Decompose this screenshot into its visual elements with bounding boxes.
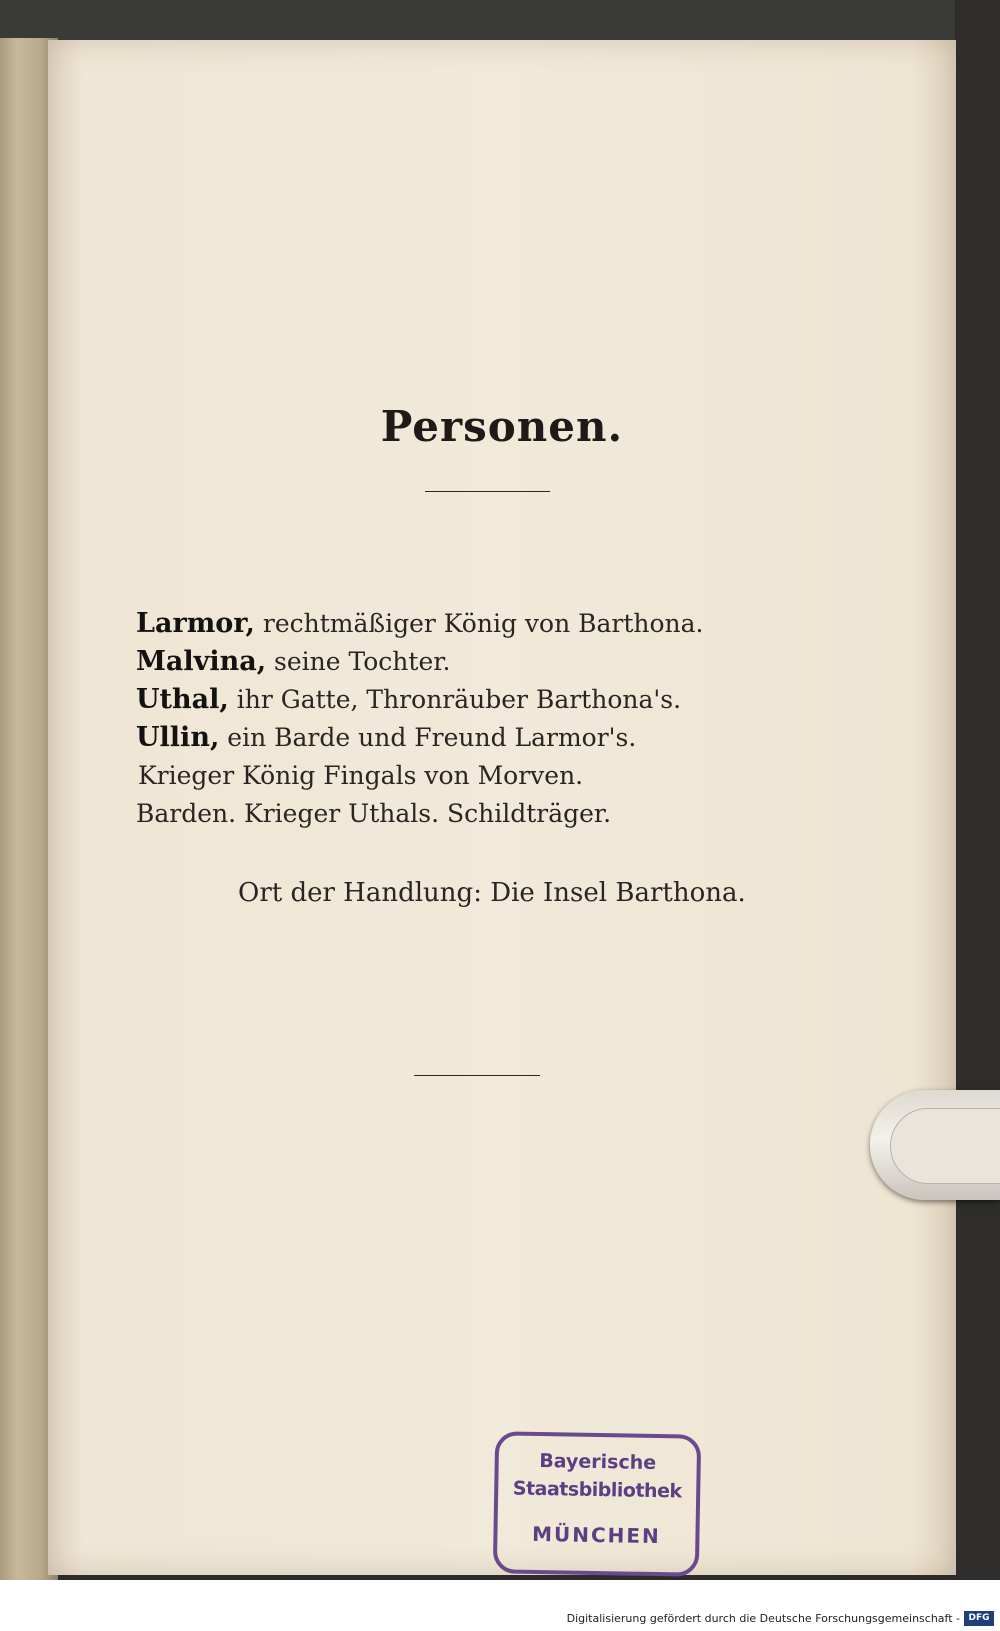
scanner-background-top <box>0 0 1000 40</box>
cast-name: Malvina, <box>136 646 267 677</box>
dfg-logo-icon: DFG <box>964 1611 994 1626</box>
stamp-line-1: Bayerische <box>539 1449 657 1475</box>
cast-entry-ullin <box>136 719 836 757</box>
cast-entry-bards <box>136 795 836 833</box>
book-page <box>48 40 956 1575</box>
divider-top <box>425 491 550 492</box>
setting-line: Ort der Handlung: Die Insel Barthona. <box>238 878 746 908</box>
page-clip-inner <box>890 1108 1000 1184</box>
stamp-line-2: Staatsbibliothek <box>512 1477 682 1503</box>
cast-description: rechtmäßiger König von Barthona. <box>254 609 704 638</box>
cast-entry-warriors <box>136 757 836 795</box>
stamp-line-3: MÜNCHEN <box>531 1521 662 1549</box>
cast-entry-larmor <box>136 605 836 643</box>
cast-description: Barden. Krieger Uthals. Schildträger. <box>136 799 612 828</box>
page-clip <box>870 1090 1000 1200</box>
cast-description: ihr Gatte, Thronräuber Barthona's. <box>228 685 682 714</box>
scanner-background-right <box>955 0 1000 1580</box>
cast-name: Ullin, <box>136 722 220 753</box>
digitization-credit: Digitalisierung gefördert durch die Deutsche Forschungsgemeinschaft - <box>566 1612 960 1625</box>
page-title: Personen. <box>380 402 624 451</box>
library-stamp <box>493 1431 701 1577</box>
divider-bottom <box>414 1075 540 1076</box>
cast-description: Krieger König Fingals von Morven. <box>138 761 584 790</box>
cast-entry-uthal <box>136 681 836 719</box>
cast-description: ein Barde und Freund Larmor's. <box>219 723 637 752</box>
cast-entry-malvina <box>136 643 836 681</box>
cast-name: Uthal, <box>136 684 229 715</box>
cast-name: Larmor, <box>136 608 255 639</box>
cast-description: seine Tochter. <box>266 647 451 676</box>
cast-list <box>136 605 836 833</box>
